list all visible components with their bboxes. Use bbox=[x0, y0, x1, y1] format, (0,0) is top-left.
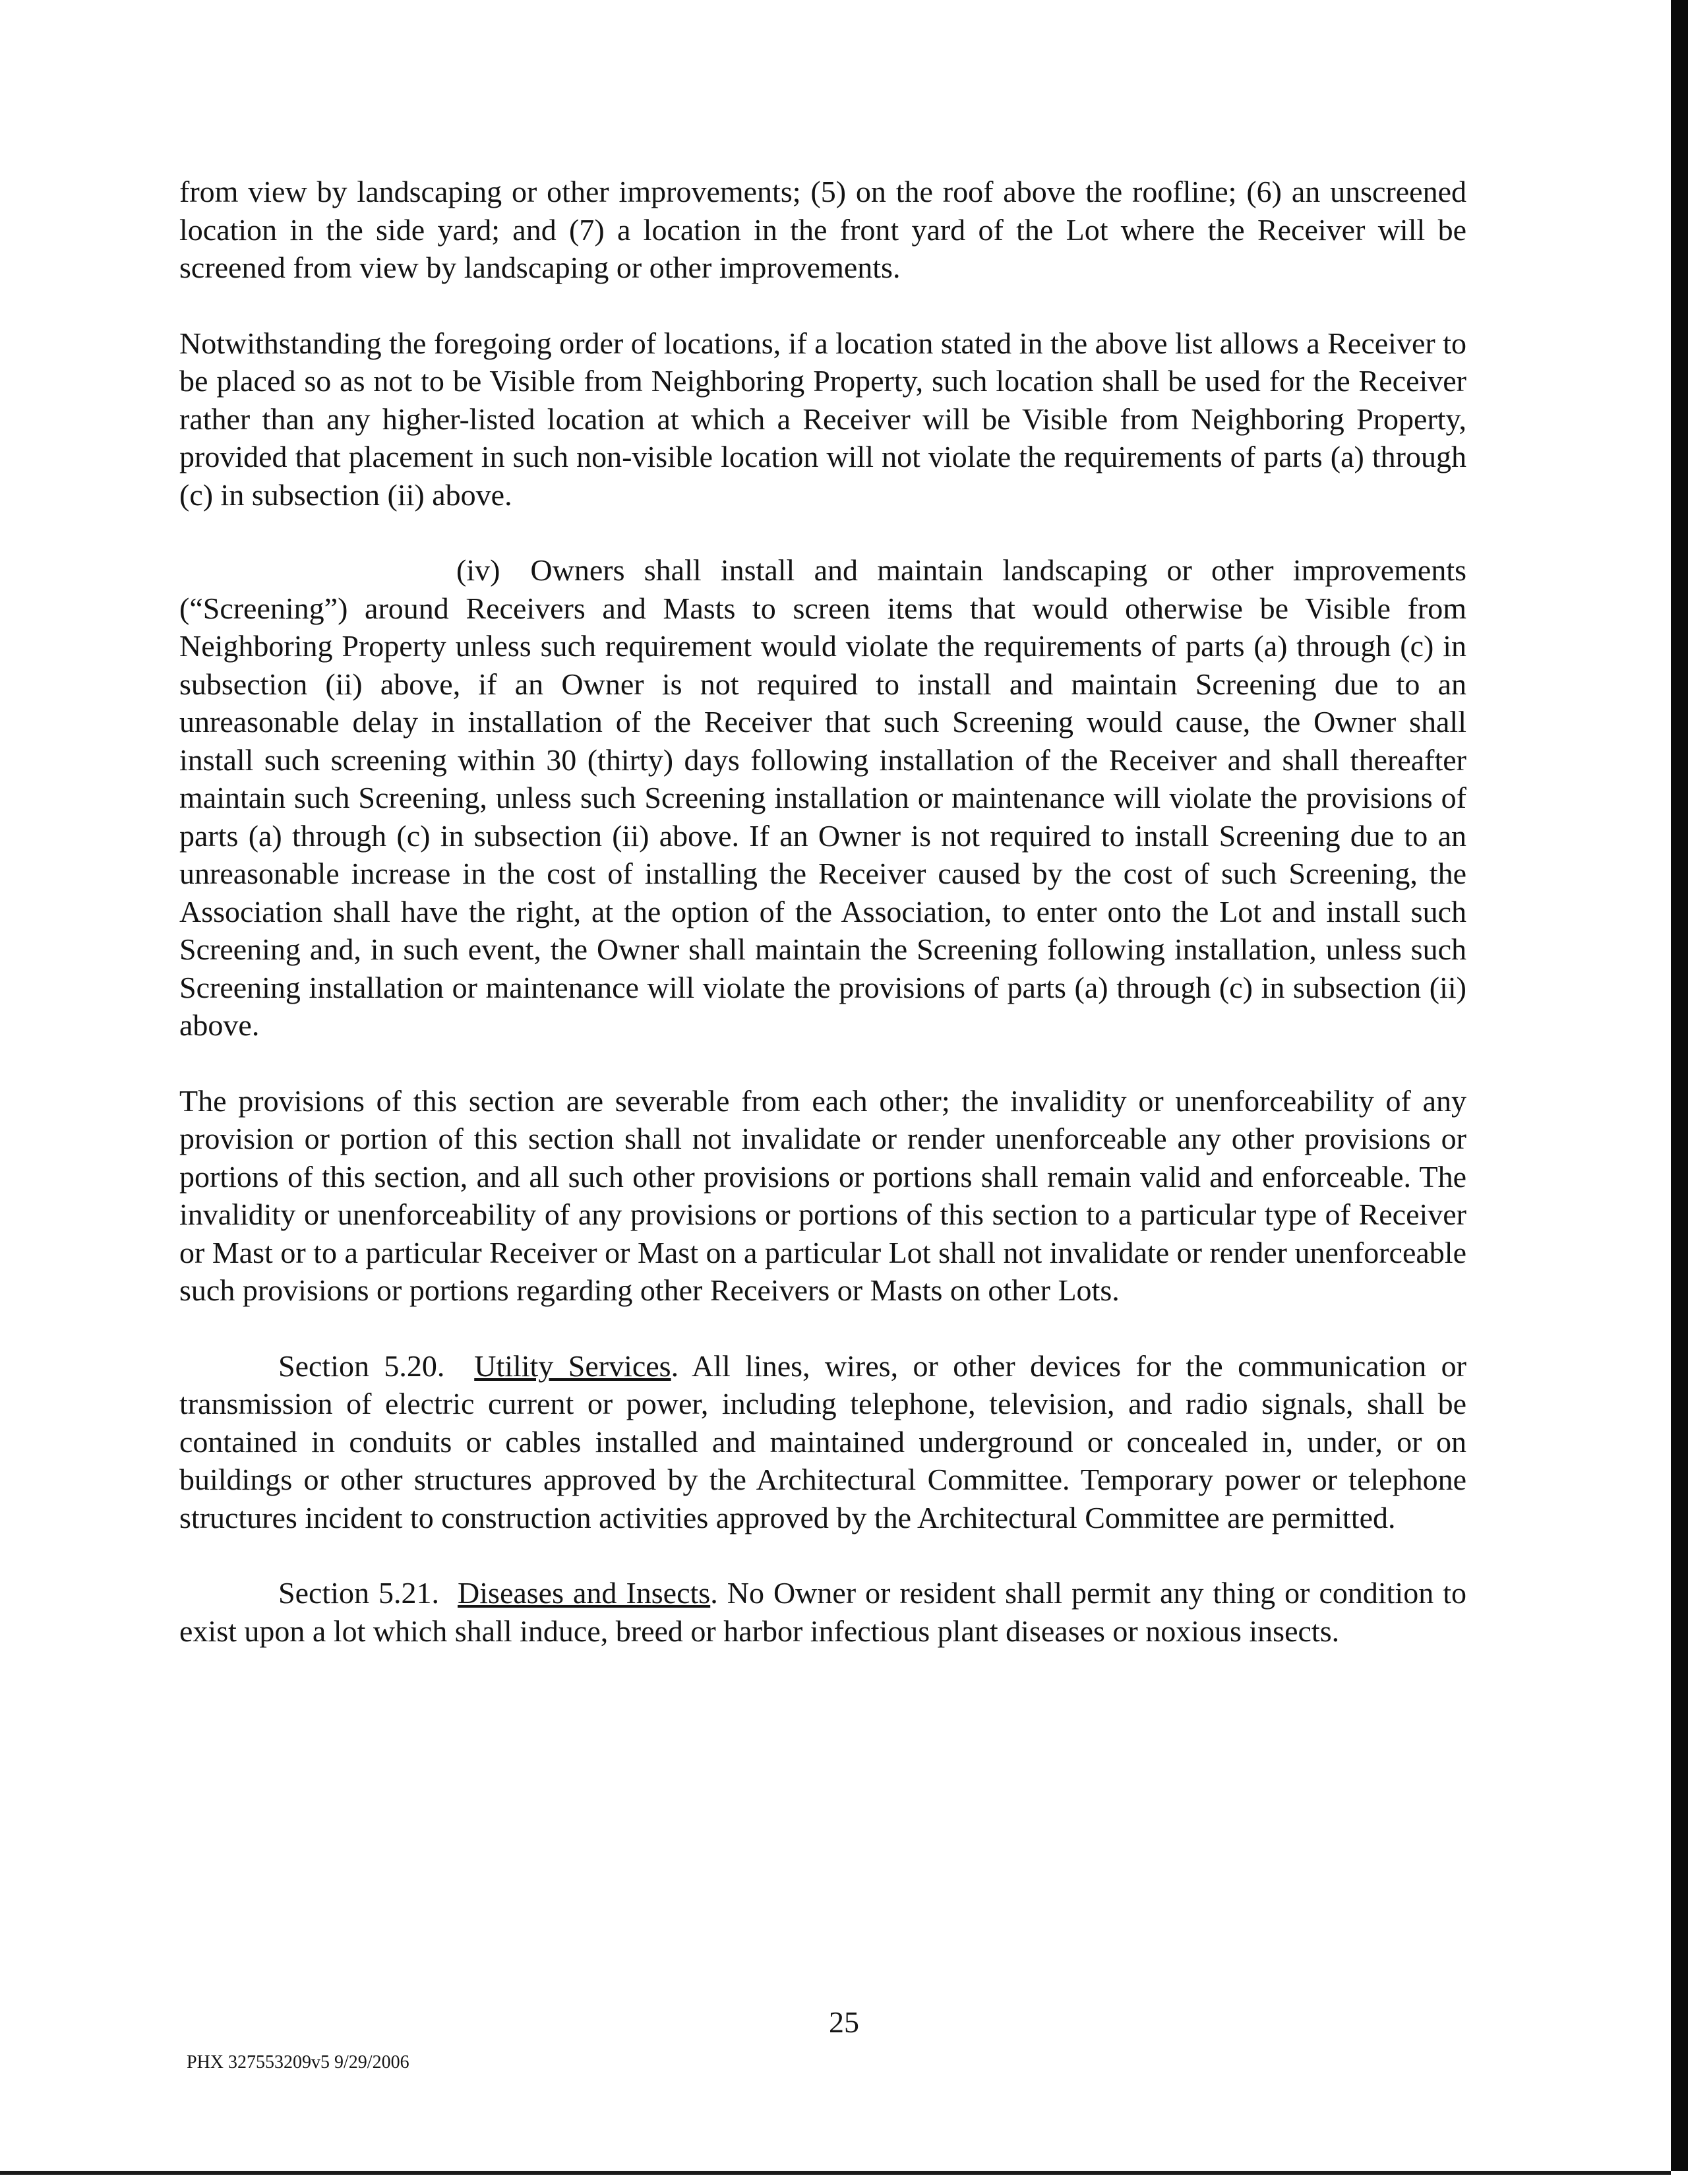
page-number: 25 bbox=[829, 2005, 859, 2039]
section-5-21 bbox=[179, 1574, 1466, 1650]
section-5-20-heading: Utility Services bbox=[474, 1349, 671, 1383]
scan-edge-bottom bbox=[0, 2171, 1688, 2184]
document-body bbox=[179, 173, 1466, 1687]
paragraph-receiver-locations: from view by landscaping or other improvements; (5) on the roof above the roofline; (6) an unscreened location in the side yard; and (7) a location in the front yard of the Lot where the Receiver will be screened from view by landscaping or other improvements. bbox=[179, 175, 1466, 284]
section-5-21-body: . No Owner or resident shall permit any thing or condition to exist upon a lot which shall induce, breed or harbor infectious plant diseases or noxious insects. bbox=[179, 1576, 1467, 1648]
section-5-20-number: Section 5.20. bbox=[278, 1349, 445, 1383]
section-5-20-body: . All lines, wires, or other devices for the communication or transmission of electric current or power, including telephone, television, and radio signals, shall be contained in conduits or cables installed and maintained underground or concealed in, under, or on buildings or other structures approved by the Architectural Committee. Temporary power or telephone structures incident to construction activities approved by the Architectural Committee are permitted. bbox=[179, 1349, 1466, 1534]
section-5-20 bbox=[179, 1347, 1466, 1537]
paragraph-screening: (iv) Owners shall install and maintain landscaping or other improvements (“Screening”) around Receivers and Masts to screen items that would otherwise be Visible from Neighboring Property unless such requirement would violate the requirements of parts (a) through (c) in subsection (ii) above, if an Owner is not required to install and maintain Screening due to an unreasonable delay in installation of the Receiver that such Screening would cause, the Owner shall install such screening within 30 (thirty) days following installation of the Receiver and shall thereafter maintain such Screening, unless such Screening installation or maintenance will violate the provisions of parts (a) through (c) in subsection (ii) above. If an Owner is not required to install Screening due to an unreasonable increase in the cost of installing the Receiver caused by the cost of such Screening, the Association shall have the right, at the option of the Association, to enter onto the Lot and install such Screening and, in such event, the Owner shall maintain the Screening following installation, unless such Screening installation or maintenance will violate the provisions of parts (a) through (c) in subsection (ii) above. bbox=[179, 553, 1466, 1042]
paragraph-notwithstanding: Notwithstanding the foregoing order of locations, if a location stated in the above list allows a Receiver to be placed so as not to be Visible from Neighboring Property, such location shall be used for the Receiver rather than any higher-listed location at which a Receiver will be Visible from Neighboring Property, provided that placement in such non-visible location will not violate the requirements of parts (a) through (c) in subsection (ii) above. bbox=[179, 326, 1466, 512]
document-id: PHX 327553209v5 9/29/2006 bbox=[187, 2052, 409, 2073]
paragraph-severability: The provisions of this section are severable from each other; the invalidity or unenforceability of any provision or portion of this section shall not invalidate or render unenforceable any other provisions or portions of this section, and all such other provisions or portions shall remain valid and enforceable. The invalidity or unenforceability of any provisions or portions of this section to a particular type of Receiver or Mast or to a particular Receiver or Mast on a particular Lot shall not invalidate or render unenforceable such provisions or portions regarding other Receivers or Masts on other Lots. bbox=[179, 1083, 1466, 1307]
scan-edge-right bbox=[1671, 0, 1688, 2184]
section-5-21-number: Section 5.21. bbox=[278, 1576, 439, 1610]
section-5-21-heading: Diseases and Insects bbox=[458, 1576, 711, 1610]
